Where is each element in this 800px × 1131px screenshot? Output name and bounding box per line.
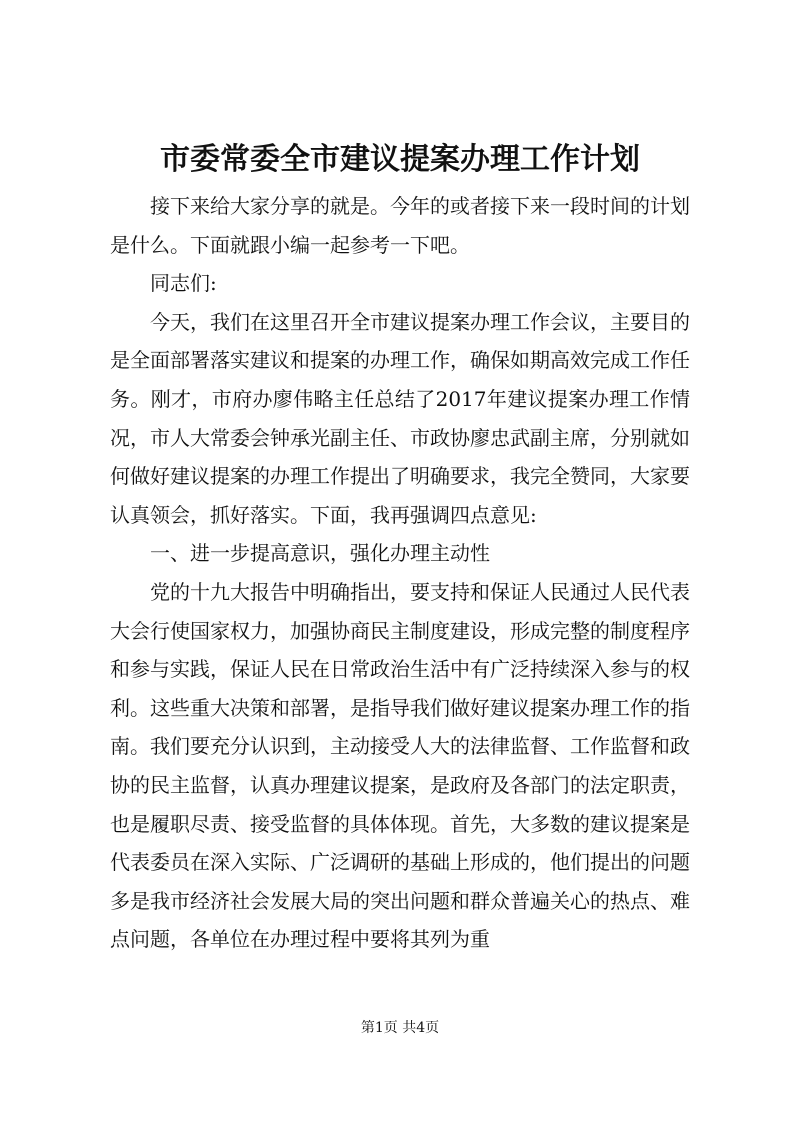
document-body xyxy=(110,187,690,959)
intro-paragraph: 接下来给大家分享的就是。今年的或者接下来一段时间的计划是什么。下面就跟小编一起参考一下吧。 xyxy=(110,194,690,257)
body-paragraph: 今天，我们在这里召开全市建议提案办理工作会议，主要目的是全面部署落实建议和提案的办理工作，确保如期高效完成工作任务。刚才，市府办廖伟略主任总结了2017年建议提案办理工作情况，市人大常委会钟承光副主任、市政协廖忠武副主席，分别就如何做好建议提案的办理工作提出了明确要求，我完全赞同，大家要认真领会，抓好落实。下面，我再强调四点意见: xyxy=(110,309,690,527)
section-heading: 一、进一步提高意识，强化办理主动性 xyxy=(150,541,490,566)
body-paragraph: 党的十九大报告中明确指出，要支持和保证人民通过人民代表大会行使国家权力，加强协商民主制度建设，形成完整的制度程序和参与实践，保证人民在日常政治生活中有广泛持续深入参与的权利。这些重大决策和部署，是指导我们做好建议提案办理工作的指南。我们要充分认识到，主动接受人大的法律监督、工作监督和政协的民主监督，认真办理建议提案，是政府及各部门的法定职责，也是履职尽责、接受监督的具体体现。首先，大多数的建议提案是代表委员在深入实际、广泛调研的基础上形成的，他们提出的问题多是我市经济社会发展大局的突出问题和群众普遍关心的热点、难点问题，各单位在办理过程中要将其列为重 xyxy=(110,579,690,952)
document-title: 市委常委全市建议提案办理工作计划 xyxy=(160,142,640,177)
page-footer: 第1页 共4页 xyxy=(360,1020,440,1036)
salutation: 同志们: xyxy=(150,271,217,296)
